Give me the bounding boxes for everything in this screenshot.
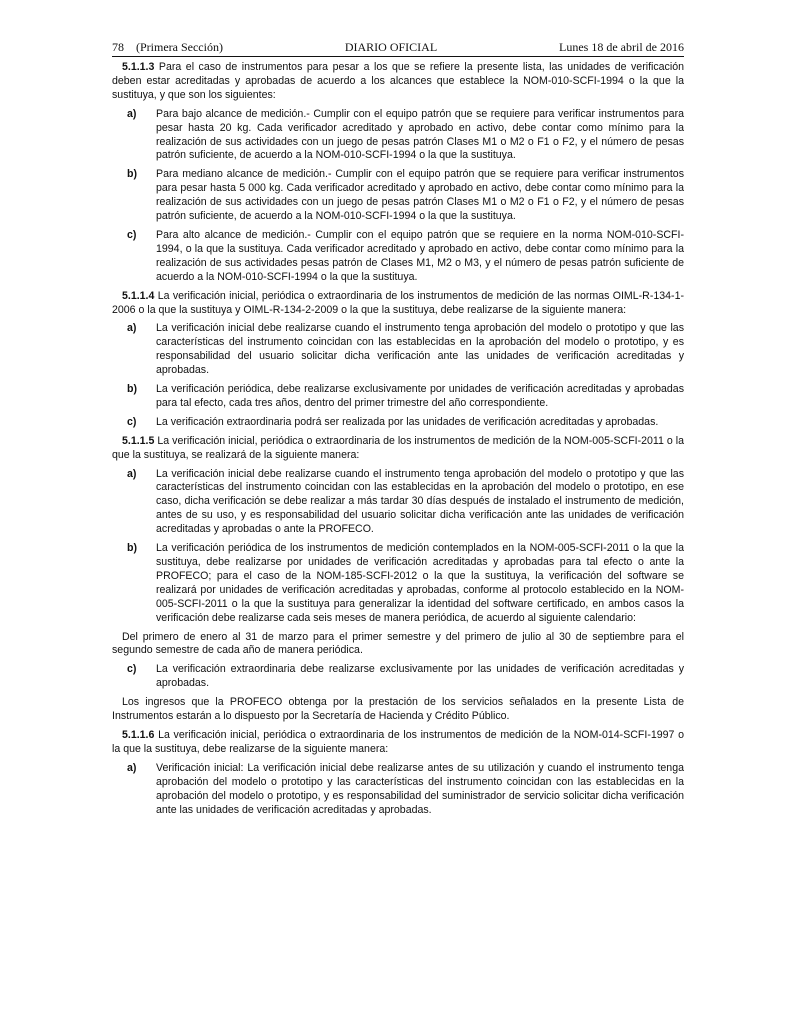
item-label: a) — [127, 467, 137, 480]
section-text: La verificación inicial, periódica o extraordinaria de los instrumentos de medición de la NOM-005-SCFI-2011 o la que la sustituya, se realizará de la siguiente manera: — [112, 434, 685, 461]
item-text: La verificación extraordinaria podrá ser realizada por las unidades de verificación acreditadas y aprobadas. — [156, 415, 659, 428]
item-text: La verificación extraordinaria debe realizarse exclusivamente por las unidades de verificación acreditadas y aprobadas. — [156, 663, 684, 690]
list-item — [112, 468, 684, 538]
list-item — [112, 383, 684, 411]
list-item — [112, 762, 684, 818]
closing-paragraph: Los ingresos que la PROFECO obtenga por la prestación de los servicios señalados en la presente Lista de Instrumentos estarán a lo dispuesto por la Secretaría de Hacienda y Crédito Público. — [112, 696, 684, 723]
item-text: Para mediano alcance de medición.- Cumplir con el equipo patrón que se requiere para verificar instrumentos para pesar hasta 5 000 kg. Cada verificador acreditado y aprobado en activo, debe contar como mínimo para la realización de sus actividades con un juego de pesas patrón Clases M1 o M2 o F1 o F2, y el número de pesas patrón suficiente, de acuerdo a la NOM-010-SCFI-1994 o la que la sustituya. — [156, 168, 684, 223]
list-item — [112, 542, 684, 625]
list-item — [112, 168, 684, 224]
header-left — [112, 40, 223, 54]
list-item — [112, 322, 684, 378]
item-label: a) — [127, 322, 137, 335]
document-page — [112, 40, 684, 822]
list-item — [112, 663, 684, 691]
section-5-1-1-6 — [112, 729, 684, 757]
section-5-1-1-4 — [112, 290, 684, 318]
section-text: Para el caso de instrumentos para pesar a los que se refiere la presente lista, las unidades de verificación deben estar acreditadas y aprobadas de acuerdo a los alcances que establece la NOM-010-SCFI-1994 o la que la sustituya, y que son los siguientes: — [112, 61, 684, 101]
section-number: 5.1.1.6 — [122, 728, 155, 741]
section-5-1-1-5 — [112, 435, 684, 463]
list-item — [112, 416, 684, 430]
page-number: 78 — [112, 40, 124, 54]
item-text: La verificación inicial debe realizarse cuando el instrumento tenga aprobación del modelo o prototipo y que las características del instrumento coincidan con las establecidas en la aprobación del modelo o prototipo, en ese caso, dicha verificación se debe realizar a más tardar 30 días después de instalado el instrumento de medición, antes de su uso, y es responsabilidad del usuario solicitar dicha verificación ante las unidades de verificación acreditadas y aprobadas o ante la PROFECO. — [156, 467, 684, 536]
publication-title: DIARIO OFICIAL — [344, 40, 438, 54]
item-text: Para bajo alcance de medición.- Cumplir con el equipo patrón que se requiere para verificar instrumentos para pesar hasta 20 kg. Cada verificador acreditado y aprobado en activo, debe contar como mínimo para la realización de sus actividades con un juego de pesas patrón Clases M1 o M2 o F1 o F2, y el número de pesas patrón suficiente, de acuerdo a la NOM-010-SCFI-1994 o la que la sustituya. — [156, 107, 684, 162]
item-text: La verificación periódica de los instrumentos de medición contemplados en la NOM-005-SCFI-2011 o la que la sustituya, debe realizarse por unidades de verificación acreditadas y aprobadas para tal efecto o ante la PROFECO; para el caso de la NOM-185-SCFI-2012 o la que la sustituya, la verificación del software se realizará por unidades de verificación acreditadas y aprobadas, conforme al protocolo establecido en la NOM-005-SCFI-2011 o la que la sustituya para generalizar la identidad del software certificado, en ambos casos la verificación debe realizarse cada seis meses de manera periódica, de acuerdo al siguiente calendario: — [156, 542, 684, 624]
page-header — [112, 40, 684, 57]
publication-date: Lunes 18 de abril de 2016 — [559, 40, 684, 54]
section-number: 5.1.1.4 — [122, 289, 155, 302]
item-label: a) — [127, 107, 137, 120]
section-text: La verificación inicial, periódica o extraordinaria de los instrumentos de medición de la NOM-014-SCFI-1997 o la que la sustituya, debe realizarse de la siguiente manera: — [112, 728, 684, 755]
item-label: a) — [127, 761, 137, 774]
item-label: b) — [127, 168, 137, 181]
section-5-1-1-3 — [112, 61, 684, 103]
section-number: 5.1.1.5 — [122, 434, 155, 447]
item-label: c) — [127, 663, 137, 676]
item-text: La verificación periódica, debe realizarse exclusivamente por unidades de verificación acreditadas y aprobadas para tal efecto, cada tres años, dentro del primer trimestre del año correspondiente. — [156, 383, 684, 409]
list-item — [112, 108, 684, 164]
section-label: (Primera Sección) — [136, 40, 223, 54]
item-text: Verificación inicial: La verificación inicial debe realizarse antes de su utilización y cuando el instrumento tenga aprobación del modelo o prototipo y las características del instrumento coincidan con las establecidas en la aprobación del modelo o prototipo, y es responsabilidad del suministrador de servicio solicitar dicha verificación ante las unidades de verificación acreditadas y aprobadas. — [156, 761, 684, 816]
item-text: Para alto alcance de medición.- Cumplir con el equipo patrón que se requiere en la norma NOM-010-SCFI-1994, o la que la sustituya. Cada verificador acreditado y aprobado en activo, debe contar como mínimo para la realización de sus actividades pesas patrón de Clases M1, M2 o M3, y el número de pesas patrón suficiente de acuerdo a la NOM-010-SCFI-1994 o la que la sustituya. — [156, 228, 684, 283]
item-label: b) — [127, 383, 137, 396]
item-label: c) — [127, 415, 137, 428]
item-text: La verificación inicial debe realizarse cuando el instrumento tenga aprobación del modelo o prototipo y que las características del instrumento coincidan con las establecidas en la aprobación del modelo o prototipo, y es responsabilidad del usuario solicitar dicha verificación ante las unidades de verificación acreditadas y aprobadas. — [156, 322, 684, 377]
list-item — [112, 229, 684, 285]
section-text: La verificación inicial, periódica o extraordinaria de los instrumentos de medición de las normas OIML-R-134-1-2006 o la que la sustituya y OIML-R-134-2-2009 o la que la sustituya, debe realizarse de la siguiente manera: — [112, 289, 684, 316]
item-label: c) — [127, 228, 137, 241]
section-number: 5.1.1.3 — [122, 61, 155, 73]
calendar-paragraph: Del primero de enero al 31 de marzo para el primer semestre y del primero de julio al 30 de septiembre para el segundo semestre de cada año de manera periódica. — [112, 630, 684, 657]
item-label: b) — [127, 542, 137, 555]
